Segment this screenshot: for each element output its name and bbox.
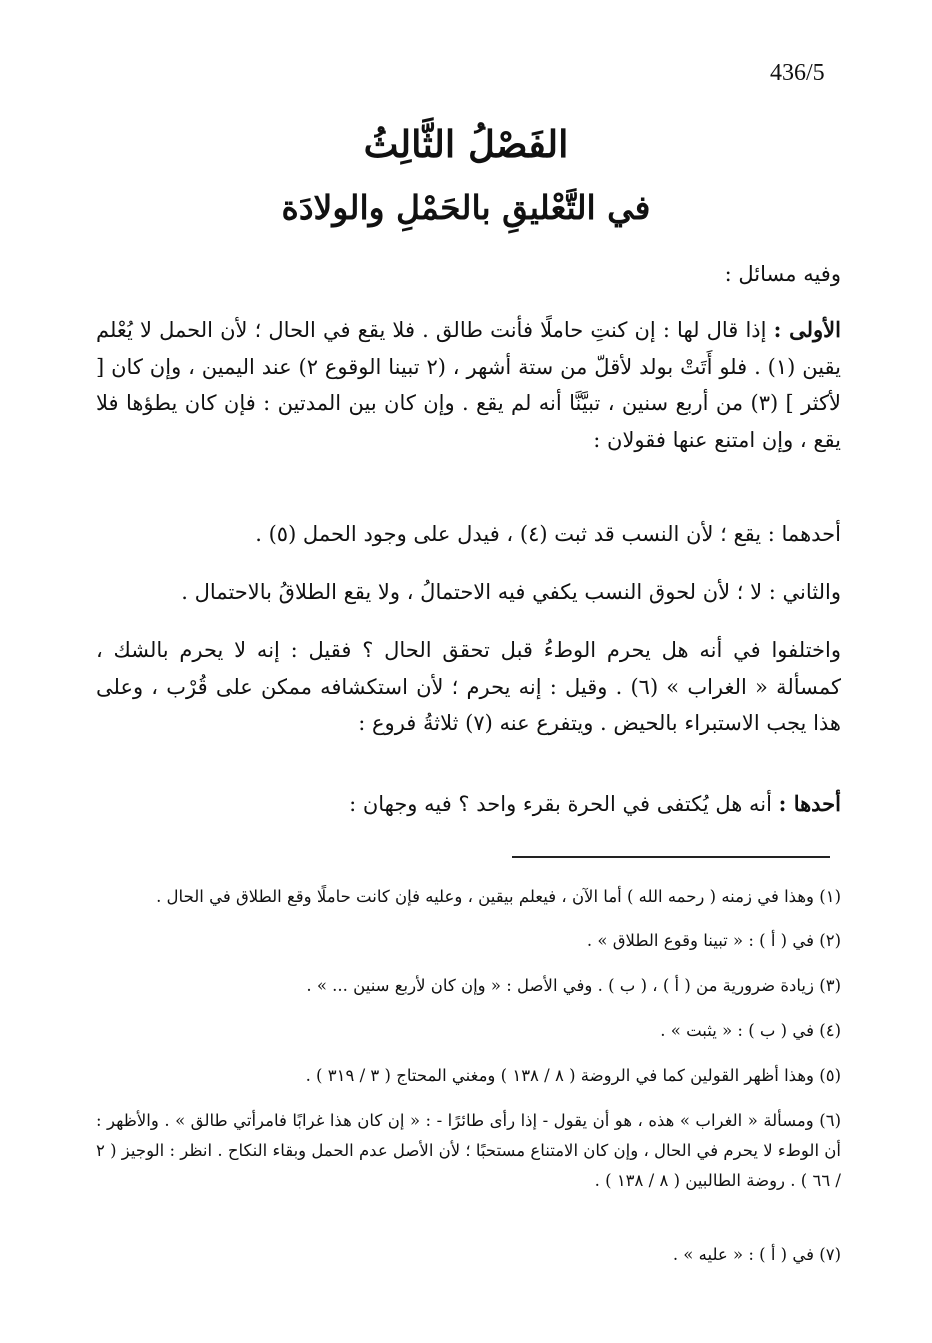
branch-one-lead: أحدها : — [778, 791, 841, 816]
intro-text: وفيه مسائل : — [724, 262, 841, 286]
paragraph-branch-one — [96, 786, 841, 823]
footnote-separator — [512, 856, 830, 858]
chapter-title: الفَصْلُ الثَّالِثُ — [363, 122, 569, 166]
paragraph-dispute — [96, 632, 841, 742]
footnote-4: (٤) في ( ب ) : « يثبت » . — [660, 1021, 841, 1040]
opinion-one-text: أحدهما : يقع ؛ لأن النسب قد ثبت (٤) ، فيدل على وجود الحمل (٥) . — [255, 522, 841, 546]
chapter-subtitle: في التَّعْليقِ بالحَمْلِ والولادَة — [281, 188, 651, 227]
intro-line — [96, 256, 841, 293]
dispute-text: واختلفوا في أنه هل يحرم الوطءُ قبل تحقق الحال ؟ فقيل : إنه لا يحرم بالشك ، كمسألة « الغراب » (٦) . وقيل : إنه يحرم ؛ لأن استكشافه ممكن على قُرْب ، وعلى هذا يجب الاستبراء بالحيض . ويتفرع عنه (٧) ثلاثةُ فروع : — [96, 638, 841, 735]
first-issue-body: إذا قال لها : إن كنتِ حاملًا فأنت طالق . فلا يقع في الحال ؛ لأن الحمل لا يُعْلم يقين (١) . فلو أَتَتْ بولد لأقلّ من ستة أشهر ، (٢ تبينا الوقوع ٢) عند اليمين ، وإن كان [ لأكثر ] (٣) من أربع سنين ، تبيَّنَّا أنه لم يقع . وإن كان بين المدتين : فإن كان يطؤها فلا يقع ، وإن امتنع عنها فقولان : — [96, 318, 842, 452]
first-issue-lead: الأولى : — [773, 317, 841, 342]
branch-one-body: أنه هل يُكتفى في الحرة بقرء واحد ؟ فيه وجهان : — [349, 792, 779, 816]
branch-one-text — [96, 786, 841, 823]
page-number: 436/5 — [770, 60, 825, 86]
footnote-2: (٢) في ( أ ) : « تبينا وقوع الطلاق » . — [586, 931, 841, 950]
paragraph-opinion-one — [96, 516, 841, 553]
footnote-1: (١) وهذا في زمنه ( رحمه الله ) أما الآن ، فيعلم بيقين ، وعليه فإن كانت حاملًا وقع الطلاق في الحال . — [156, 887, 841, 906]
footnote-3: (٣) زيادة ضرورية من ( أ ) ، ( ب ) . وفي الأصل : « وإن كان لأربع سنين ... » . — [306, 976, 841, 995]
first-issue-text — [96, 312, 841, 458]
footnote-7: (٧) في ( أ ) : « عليه » . — [672, 1245, 841, 1264]
footnote-6: (٦) ومسألة « الغراب » هذه ، هو أن يقول - إذا رأى طائرًا - : « إن كان هذا غرابًا فامرأتي طالق » . والأظهر : أن الوطء لا يحرم في الحال ، وإن كان الامتناع مستحبًا ؛ لأن الأصل عدم الحمل وبقاء النكاح . انظر : الوجيز ( ٢ / ٦٦ ) . روضة الطالبين ( ٨ / ١٣٨ ) . — [96, 1111, 841, 1190]
paragraph-first-issue — [96, 312, 841, 458]
opinion-two-text: والثاني : لا ؛ لأن لحوق النسب يكفي فيه الاحتمالُ ، ولا يقع الطلاقُ بالاحتمال . — [181, 580, 841, 604]
paragraph-opinion-two — [96, 574, 841, 611]
footnote-5: (٥) وهذا أظهر القولين كما في الروضة ( ٨ / ١٣٨ ) ومغني المحتاج ( ٣ / ٣١٩ ) . — [305, 1066, 841, 1085]
